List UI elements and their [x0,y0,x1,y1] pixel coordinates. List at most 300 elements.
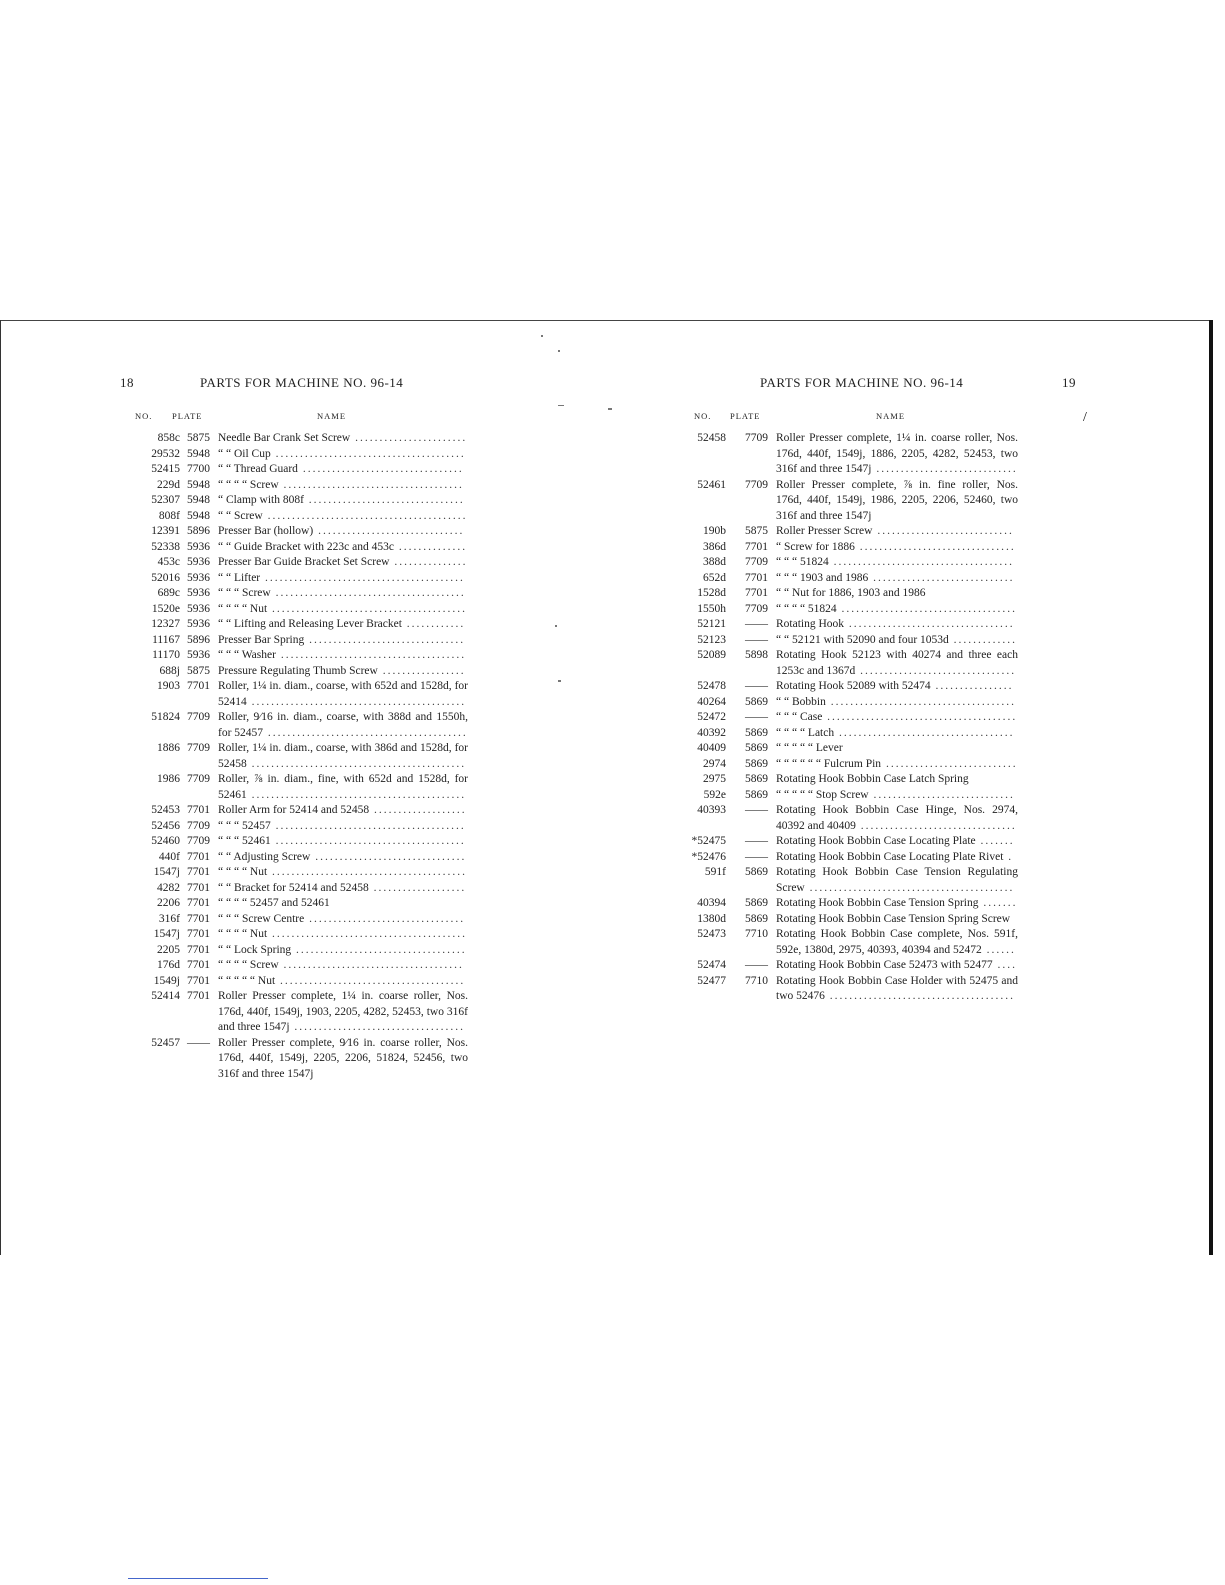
part-number: 52474 [697,959,726,971]
part-row [680,850,1020,866]
part-name: Rotating Hook 52089 with 52474 [776,680,931,692]
leader-dots: ............... [389,556,468,568]
part-row [120,555,470,571]
header-name: NAME [317,411,347,421]
leader-dots: ....................................... [270,819,466,832]
part-row [120,493,470,509]
part-name-cell [771,617,1020,633]
page-right-edge [1209,320,1213,1255]
leader-dots: ...................................... [825,695,1016,708]
leader-dots: ........................... [881,757,1018,770]
part-name: “ “ Lifter [218,571,261,584]
plate-number: 5948 [187,478,210,491]
part-number: 1547j [153,866,180,878]
part-row [120,943,470,959]
part-number: 388d [703,556,726,568]
leader-dots: ...... [981,943,1016,956]
part-name-cell [771,633,1020,649]
part-name-cell [213,509,470,525]
leader-dots: ........................................ [267,928,468,940]
part-number: 176d [157,959,180,971]
part-number: 40264 [697,695,726,708]
part-name: “ “ Nut for 1886, 1903 and 1986 [776,587,926,599]
part-name-cell [771,710,1020,726]
plate-number: 7701 [745,540,768,553]
part-name: Roller, 1¼ in. diam., coarse, with 386d and 1528d, for 52458 [218,742,468,770]
plate-number: 7701 [187,680,210,692]
part-row [120,509,470,525]
part-name: “ “ “ Screw Centre [218,912,305,925]
part-number: 1550h [697,602,726,615]
part-number: 52338 [151,540,180,553]
part-number: 453c [157,556,180,568]
part-name-cell [213,540,470,556]
leader-dots: ............................. [868,788,1015,801]
part-row [680,617,1020,633]
part-name: “ “ “ “ Screw [218,478,279,491]
plate-number: 7709 [745,602,768,615]
part-row [680,741,1020,757]
part-name-cell [213,648,470,664]
part-name-cell [771,788,1020,804]
part-name-cell [771,958,1020,974]
plate-number: 7701 [187,912,210,925]
plate-number: 5948 [187,509,210,522]
leader-dots: ....................................... [270,587,466,599]
part-name-cell [213,617,470,633]
part-name-cell [213,850,470,866]
part-name: Rotating Hook Bobbin Case Latch Spring [776,773,969,785]
plate-number: —— [745,618,768,630]
part-name: “ “ Lifting and Releasing Lever Bracket [218,618,402,630]
leader-dots: ................. [377,664,466,677]
part-name: “ “ “ 51824 [776,556,829,568]
page-title: PARTS FOR MACHINE NO. 96-14 [200,375,404,390]
part-name: Roller, 1¼ in. diam., coarse, with 652d and 1528d, for 52414 [218,680,468,708]
part-name: Roller Presser Screw [776,525,873,537]
part-row [680,958,1020,974]
part-name-cell [771,850,1020,866]
plate-number: 7709 [187,819,210,832]
part-row [120,912,470,928]
part-name: “ “ Bobbin [776,695,826,708]
part-row [120,741,470,772]
part-name-cell [213,478,470,494]
part-name: Presser Bar (hollow) [218,525,314,537]
part-number: 592e [703,788,726,801]
part-name: Pressure Regulating Thumb Screw [218,664,378,677]
part-row [680,834,1020,850]
leader-dots: ............................ [872,525,1014,537]
leader-dots: ...................................... [275,649,467,661]
part-name: Roller Presser complete, 9⁄16 in. coarse roller, Nos. 176d, 440f, 1549j, 2205, 2206, 51824, 52456, two 316f and three 1547j [218,1036,468,1080]
part-name: “ “ 52121 with 52090 and four 1053d [776,633,949,646]
part-name-cell [213,431,470,447]
part-name-cell [213,602,470,618]
part-name-cell [213,958,470,974]
part-name: Roller Arm for 52414 and 52458 [218,804,370,816]
part-number: 52472 [697,711,726,723]
plate-number: 7709 [745,556,768,568]
part-name: Rotating Hook Bobbin Case Tension Spring Screw [776,912,1011,925]
part-name: Rotating Hook Bobbin Case Tension Regulating Screw [776,866,1018,894]
speck-mark [558,350,560,352]
part-name: Roller, 9⁄16 in. diam., coarse, with 388d and 1550h, for 52457 [218,711,468,739]
plate-number: 5875 [187,664,210,677]
part-row [680,896,1020,912]
part-number: 1528d [697,587,726,599]
plate-number: 5936 [187,618,210,630]
part-row [680,478,1020,525]
plate-number: 7701 [187,990,210,1002]
part-row [120,431,470,447]
page-title: PARTS FOR MACHINE NO. 96-14 [760,375,964,390]
part-number: 591f [704,866,726,878]
leader-dots: ................................ [304,633,466,646]
plate-number: 7701 [187,959,210,971]
plate-number: —— [745,711,768,723]
part-row [680,648,1020,679]
plate-number: 7709 [745,478,768,491]
part-number: 1886 [157,742,180,754]
speck-mark [558,680,561,682]
part-name-cell [213,819,470,835]
part-row [680,571,1020,587]
part-name-cell [771,431,1020,478]
plate-number: 7701 [187,866,210,878]
leader-dots: ......................................... [262,509,468,522]
plate-number: 7709 [187,711,210,723]
part-name-cell [771,555,1020,571]
leader-dots: ............ [401,618,466,630]
part-name: “ Clamp with 808f [218,494,304,506]
plate-number: 5936 [187,571,210,584]
leader-dots: ................... [368,881,467,894]
part-number: 11167 [152,633,180,646]
part-row [680,803,1020,834]
part-number: 2975 [703,773,726,785]
plate-number: 7701 [187,850,210,863]
leader-dots: ........................................ [267,866,468,878]
part-number: 52089 [697,649,726,661]
leader-dots: ............................................ [246,695,467,708]
part-number: 52458 [697,432,726,444]
leader-dots: ....... [978,897,1018,909]
leader-dots: ....................................... [270,835,466,847]
part-name: Roller Presser complete, 1¼ in. coarse roller, Nos. 176d, 440f, 1549j, 1903, 2205, 4282, 52453, two 316f and three 1547j [218,990,468,1033]
leader-dots: ................................... [291,943,467,956]
part-row [120,571,470,587]
right-page [680,375,1076,1005]
part-name: Needle Bar Crank Set Screw [218,432,351,444]
plate-number: 5948 [187,447,210,460]
part-row [680,912,1020,928]
plate-number: 5896 [187,525,210,537]
plate-number: 7701 [187,804,210,816]
plate-number: 5869 [745,695,768,708]
part-name-cell [771,772,1020,788]
part-number: 808f [158,509,180,522]
running-head [120,375,470,395]
part-name-cell [213,555,470,571]
part-number: 440f [158,850,180,863]
part-number: 858c [157,432,180,444]
part-name-cell [771,865,1020,896]
part-name: “ “ “ “ “ “ Fulcrum Pin [776,757,882,770]
part-number: *52476 [691,850,726,863]
plate-number: 7701 [187,881,210,894]
part-name-cell [771,695,1020,711]
plate-number: 5936 [187,649,210,661]
part-name: Rotating Hook [776,618,845,630]
part-name-cell [213,896,470,912]
plate-number: 5936 [187,556,210,568]
plate-number: 5869 [745,897,768,909]
part-name-cell [771,726,1020,742]
plate-number: 7701 [187,943,210,956]
part-name-cell [771,586,1020,602]
part-row [680,726,1020,742]
leader-dots: ....... [975,835,1015,847]
part-name-cell [213,524,470,540]
plate-number: 5869 [745,742,768,754]
header-plate: PLATE [172,411,203,421]
part-name: “ “ “ “ “ Stop Screw [776,788,869,801]
part-number: 11170 [152,649,180,661]
part-name: Rotating Hook Bobbin Case complete, Nos. 591f, 592e, 1380d, 2975, 40393, 40394 and 52472 [776,928,1018,956]
plate-number: 5869 [745,773,768,785]
part-name-cell [771,571,1020,587]
part-name: Rotating Hook Bobbin Case 52473 with 52477 [776,959,993,971]
plate-number: 7710 [745,974,768,987]
part-row [680,555,1020,571]
plate-number: 5936 [187,587,210,599]
part-name-cell [213,865,470,881]
part-number: 1520e [151,602,180,615]
page-number: 19 [1062,375,1076,390]
plate-number: 7701 [745,571,768,584]
leader-dots: . [1003,850,1014,863]
speck-mark [608,408,612,410]
plate-number: 5875 [745,525,768,537]
part-number: 52478 [697,680,726,692]
leader-dots: ....................... [350,432,468,444]
part-number: 52453 [151,804,180,816]
leader-dots: ............................. [871,463,1018,475]
parts-list [680,431,1020,1005]
part-number: 386d [703,540,726,553]
part-number: 52461 [697,478,726,491]
part-row [680,586,1020,602]
part-row [120,462,470,478]
part-name-cell [771,834,1020,850]
part-row [680,695,1020,711]
part-number: 12391 [151,525,180,537]
part-name: “ “ “ “ “ Nut [218,974,276,987]
leader-dots: .......................................... [804,881,1015,894]
part-name: “ “ Oil Cup [218,447,271,460]
part-name-cell [213,912,470,928]
plate-number: 5896 [187,633,210,646]
part-name: Presser Bar Guide Bracket Set Screw [218,556,390,568]
part-name-cell [213,664,470,680]
plate-number: —— [745,804,768,816]
part-name: “ “ “ “ Nut [218,602,268,615]
part-row [680,865,1020,896]
header-no: NO. [135,411,153,421]
part-name: “ “ Adjusting Screw [218,850,311,863]
part-number: 52415 [151,463,180,475]
part-number: 190b [703,525,726,537]
plate-number: —— [745,633,768,646]
part-name-cell [213,741,470,772]
part-number: 1380d [697,912,726,925]
leader-dots: ............. [948,633,1018,646]
part-name: “ “ “ Washer [218,649,276,661]
leader-dots: ............................... [310,850,467,863]
part-number: *52475 [691,835,726,847]
pencil-tick-icon: / [1083,410,1087,425]
part-name-cell [771,912,1020,928]
plate-number: 7709 [187,773,210,785]
leader-dots: ...................................... [824,990,1015,1002]
plate-number: 5948 [187,494,210,506]
part-row [120,989,470,1036]
part-number: 52016 [151,571,180,584]
plate-number: 7709 [745,432,768,444]
header-name: NAME [876,411,906,421]
part-number: 2974 [703,757,726,770]
part-number: 2206 [157,897,180,909]
left-page [120,375,470,1082]
plate-number: —— [187,1036,210,1049]
part-name: “ “ “ Screw [218,587,271,599]
part-name-cell [771,803,1020,834]
plate-number: 5869 [745,912,768,925]
part-name-cell [213,462,470,478]
leader-dots: ..................................... [828,556,1014,568]
part-number: 1547j [153,928,180,940]
part-row [680,524,1020,540]
part-row [120,664,470,680]
part-row [120,710,470,741]
part-row [680,679,1020,695]
part-number: 52456 [151,819,180,832]
leader-dots: .................................. [844,618,1015,630]
plate-number: 5875 [187,432,210,444]
part-name-cell [213,447,470,463]
leader-dots: ............................. [868,571,1015,584]
part-number: 1903 [157,680,180,692]
part-row [120,881,470,897]
part-name-cell [771,602,1020,618]
part-number: 688j [159,664,180,677]
part-number: 52477 [697,974,726,987]
part-name-cell [213,571,470,587]
part-name: Rotating Hook 52123 with 40274 and three each 1253c and 1367d [776,649,1018,677]
part-name-cell [213,633,470,649]
leader-dots: ................................ [304,912,466,925]
part-name-cell [213,710,470,741]
part-name: “ “ “ 52461 [218,835,271,847]
part-name: “ “ Thread Guard [218,463,298,475]
part-number: 4282 [157,881,180,894]
leader-dots: ...................................... [275,974,466,987]
speck-mark [558,405,564,406]
part-number: 12327 [151,618,180,630]
part-name: “ “ “ “ Latch [776,726,835,739]
plate-number: 5869 [745,866,768,878]
part-name-cell [213,493,470,509]
part-name-cell [771,478,1020,525]
part-name-cell [213,586,470,602]
part-number: 51824 [151,711,180,723]
part-name: “ “ “ “ 52457 and 52461 [218,897,330,909]
part-number: 52457 [151,1036,180,1049]
part-row [120,834,470,850]
part-row [680,431,1020,478]
part-name-cell [771,896,1020,912]
part-row [120,602,470,618]
plate-number: 5936 [187,602,210,615]
plate-number: —— [745,959,768,971]
leader-dots: .............................. [313,525,465,537]
plate-number: 5869 [745,757,768,770]
part-row [120,865,470,881]
plate-number: —— [745,850,768,863]
plate-number: 7709 [187,742,210,754]
part-name-cell [771,540,1020,556]
plate-number: 7709 [187,835,210,847]
leader-dots: ................................... [289,1021,466,1033]
plate-number: —— [745,835,768,847]
part-row [120,633,470,649]
part-name: “ “ Screw [218,509,263,522]
part-name-cell [213,927,470,943]
part-name-cell [771,927,1020,958]
part-name-cell [213,943,470,959]
leader-dots: ................................ [855,819,1017,832]
part-name-cell [213,772,470,803]
plate-number: 5869 [745,788,768,801]
part-name: Roller, ⅞ in. diam., fine, with 652d and 1528d, for 52461 [218,773,468,801]
part-row [120,478,470,494]
part-name-cell [213,989,470,1036]
part-name: “ “ “ “ Screw [218,959,279,971]
part-name-cell [213,803,470,819]
leader-dots: ......................................... [263,726,468,739]
part-name: Rotating Hook Bobbin Case Locating Plate [776,835,976,847]
plate-number: 7700 [187,463,210,475]
part-name: “ “ “ “ Nut [218,928,268,940]
part-name-cell [213,679,470,710]
part-row [680,540,1020,556]
part-number: 652d [703,571,726,584]
part-number: 52473 [697,928,726,940]
leader-dots: ............................................ [246,757,467,770]
part-row [680,772,1020,788]
part-number: 689c [157,587,180,599]
part-number: 52460 [151,835,180,847]
part-row [120,586,470,602]
part-name-cell [213,1036,470,1083]
leader-dots: ......................................... [260,571,465,584]
part-row [120,648,470,664]
part-number: 1549j [153,974,180,987]
part-number: 52414 [151,990,180,1002]
speck-mark [541,335,543,337]
part-row [680,757,1020,773]
